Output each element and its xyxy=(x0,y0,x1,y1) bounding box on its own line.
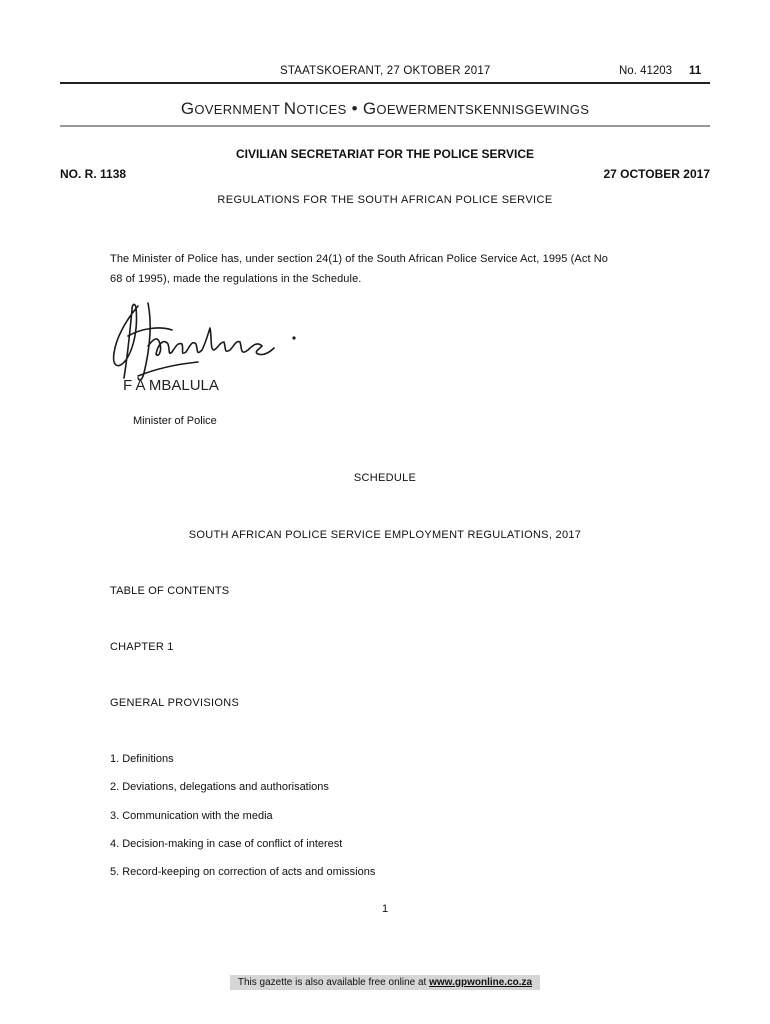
gpwonline-link[interactable]: www.gpwonline.co.za xyxy=(429,977,533,988)
section-banner: GOVERNMENT NOTICES • GOEWERMENTSKENNISGEWINGS xyxy=(180,99,590,118)
employment-regulations-title: SOUTH AFRICAN POLICE SERVICE EMPLOYMENT REGULATIONS, 2017 xyxy=(188,529,582,541)
footer-text: This gazette is also available free online at xyxy=(237,977,430,988)
header-rule xyxy=(60,82,710,84)
schedule-heading: SCHEDULE xyxy=(353,472,417,484)
toc-list xyxy=(110,753,375,894)
chapter-heading: CHAPTER 1 xyxy=(110,641,174,653)
department-heading: CIVILIAN SECRETARIAT FOR THE POLICE SERVICE xyxy=(235,147,535,161)
banner-rule xyxy=(60,125,710,127)
toc-item: 2. Deviations, delegations and authorisations xyxy=(110,781,329,794)
signature-image xyxy=(108,298,308,388)
toc-item: 4. Decision-making in case of conflict of interest xyxy=(110,837,343,850)
page-number: 1 xyxy=(381,903,389,915)
toc-item: 1. Definitions xyxy=(110,753,174,765)
signatory-name: F A MBALULA xyxy=(123,377,219,394)
intro-paragraph: The Minister of Police has, under section 24(1) of the South African Police Service Act, 1995 (Act No 68 of 1995), made the regulations in the Schedule. xyxy=(110,253,609,285)
signatory-title: Minister of Police xyxy=(133,415,217,427)
regulations-title: REGULATIONS FOR THE SOUTH AFRICAN POLICE SERVICE xyxy=(217,194,553,206)
gazette-page-number: 11 xyxy=(689,65,702,77)
toc-heading: TABLE OF CONTENTS xyxy=(110,585,230,597)
toc-item: 5. Record-keeping on correction of acts and omissions xyxy=(110,866,376,879)
notice-number: NO. R. 1138 xyxy=(60,167,127,181)
gazette-date-line: STAATSKOERANT, 27 OKTOBER 2017 xyxy=(280,65,491,77)
chapter-title: GENERAL PROVISIONS xyxy=(110,697,240,709)
gazette-issue-number: No. 41203 xyxy=(619,65,673,77)
footer-banner xyxy=(230,975,540,990)
toc-item: 3. Communication with the media xyxy=(110,809,273,822)
notice-date: 27 OCTOBER 2017 xyxy=(603,167,710,181)
